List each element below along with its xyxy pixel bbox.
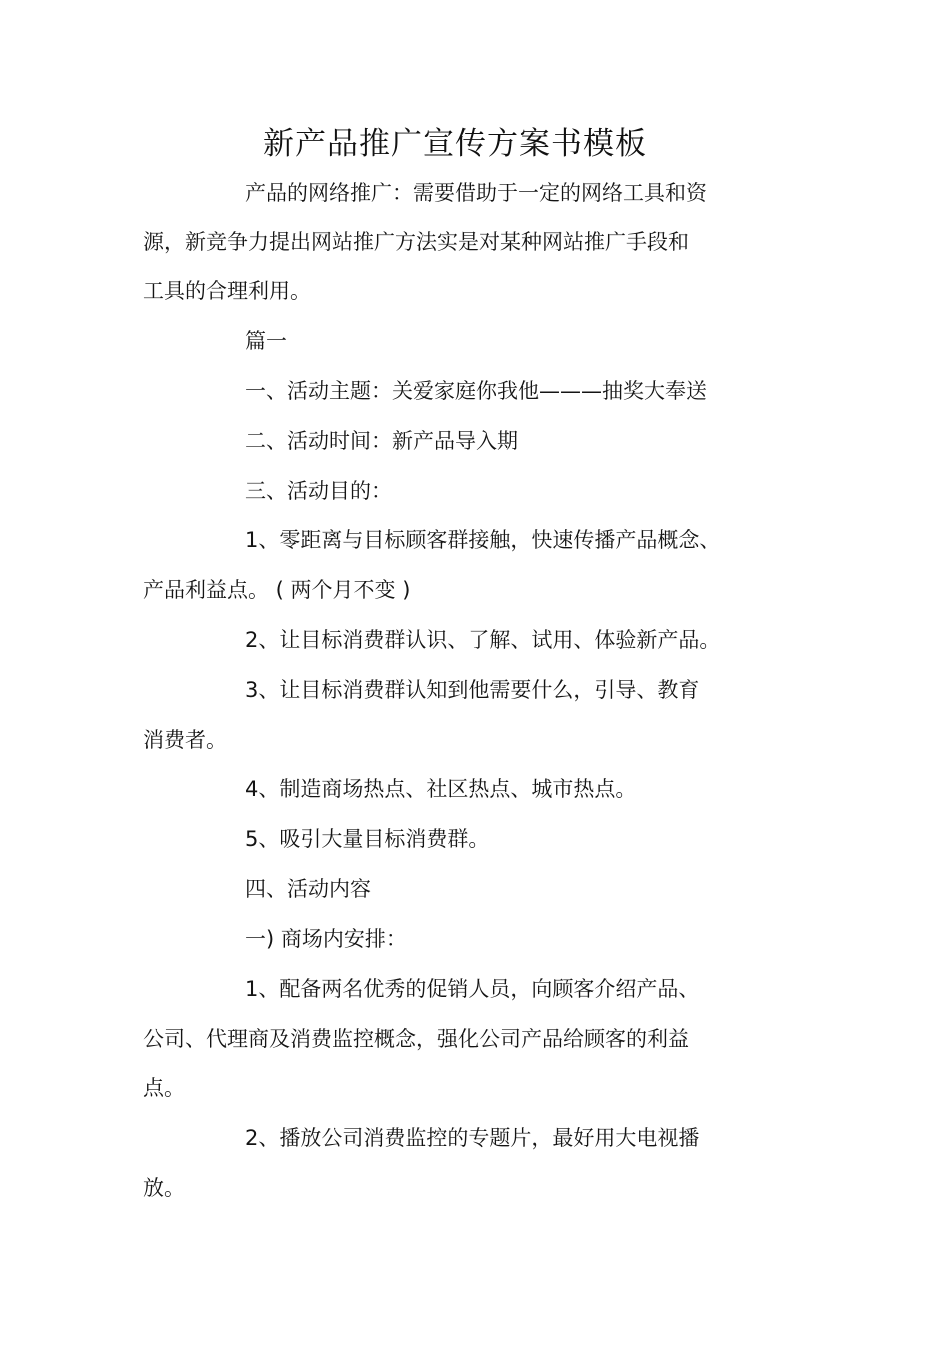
content-item-continued: 公司、代理商及消费监控概念，强化公司产品给顾客的利益: [143, 1027, 689, 1051]
goal-item-continued: 消费者。: [143, 728, 227, 752]
subsection-heading: 一) 商场内安排：: [245, 927, 407, 951]
content-item-continued: 放。: [143, 1176, 185, 1200]
goal-item: 5、吸引大量目标消费群。: [245, 827, 490, 851]
section-heading: 篇一: [245, 329, 287, 353]
content-item: 1、配备两名优秀的促销人员，向顾客介绍产品、: [245, 977, 700, 1001]
activity-content-heading: 四、活动内容: [245, 877, 371, 901]
activity-goals-heading: 三、活动目的：: [245, 479, 392, 503]
content-item: 2、播放公司消费监控的专题片，最好用大电视播: [245, 1126, 700, 1150]
goal-item: 4、制造商场热点、社区热点、城市热点。: [245, 777, 637, 801]
paragraph-line: 源，新竞争力提出网站推广方法实是对某种网站推广手段和: [143, 230, 689, 254]
content-item-continued: 点。: [143, 1076, 185, 1100]
paragraph-line: 产品的网络推广：需要借助于一定的网络工具和资: [245, 181, 707, 205]
activity-time: 二、活动时间：新产品导入期: [245, 429, 518, 453]
goal-item-continued: 产品利益点。 ( 两个月不变 ): [143, 578, 411, 602]
document-title: 新产品推广宣传方案书模板: [263, 126, 647, 162]
activity-theme: 一、活动主题：关爱家庭你我他———抽奖大奉送: [245, 379, 707, 403]
goal-item: 3、让目标消费群认知到他需要什么，引导、教育: [245, 678, 700, 702]
paragraph-line: 工具的合理利用。: [143, 279, 311, 303]
goal-item: 2、让目标消费群认识、了解、试用、体验新产品。: [245, 628, 721, 652]
goal-item: 1、零距离与目标顾客群接触，快速传播产品概念、: [245, 528, 721, 552]
